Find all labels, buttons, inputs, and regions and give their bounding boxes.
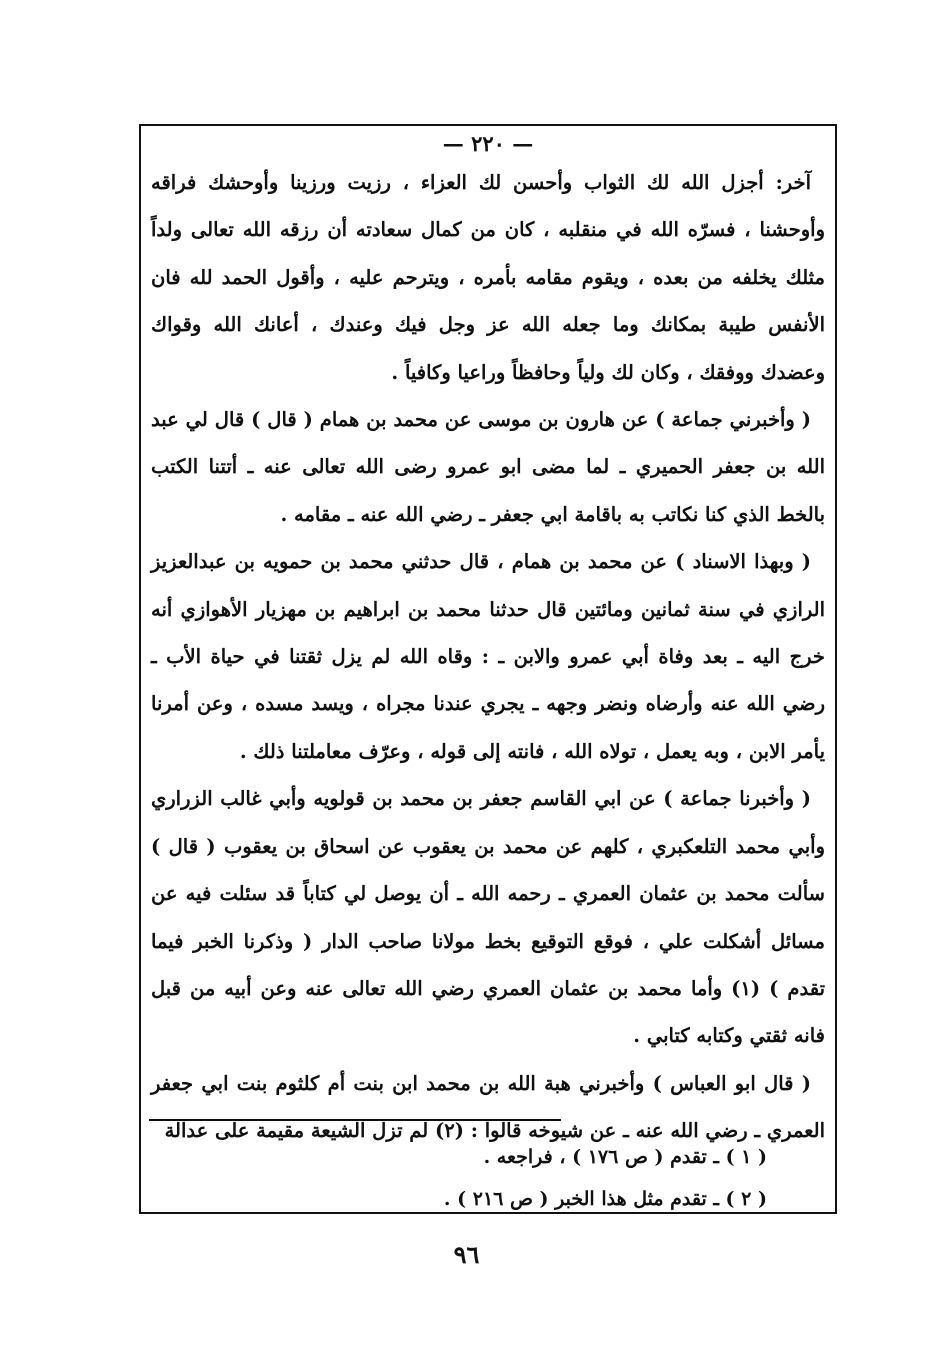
- paragraph-1: آخر: أجزل الله لك الثواب وأحسن لك العزاء ، رزيت ورزينا وأوحشك فراقه وأوحشنا ، فسرّه الله في منقلبه ، كان من كمال سعادته أن رزقه الله تعالى ولداً مثلك يخلفه من بعده ، ويقوم مقامه بأمره ، ويترحم عليه ، وأقول الحمد لله فان الأنفس طيبة بمكانك وما جعله الله عز وجل فيك وعندك ، أعانك الله وقواك وعضدك ووفقك ، وكان لك ولياً وحافظاً وراعيا وكافياً .: [151, 171, 825, 384]
- paragraph-4: ( وأخبرنا جماعة ) عن ابي القاسم جعفر بن محمد بن قولويه وأبي غالب الزراري وأبي محمد التلعكبري ، كلهم عن محمد بن يعقوب عن اسحاق بن يعقوب ( قال ) سألت محمد بن عثمان العمري ـ رحمه الله ـ أن يوصل لي كتاباً قد سئلت فيه عن مسائل أشكلت علي ، فوقع التوقيع بخط مولانا صاحب الدار ( وذكرنا الخبر فيما تقدم ) (١) وأما محمد بن عثمان العمري رضي الله تعالى عنه وعن أبيه من قبل فانه ثقتي وكتابه كتابي .: [151, 787, 825, 1048]
- page-header-marker: — ٢٢٠ —: [442, 131, 534, 156]
- footnote-1: ( ١ ) ـ تقدم ( ص ١٧٦ ) ، فراجعه .: [483, 1146, 767, 1168]
- page-number: ٩٦: [453, 1240, 480, 1269]
- footnotes: [161, 1136, 767, 1220]
- footnote-divider: [149, 1119, 561, 1121]
- paragraph-2: ( وأخبرني جماعة ) عن هارون بن موسى عن محمد بن همام ( قال ) قال لي عبد الله بن جعفر الحميري ـ لما مضى ابو عمرو رضى الله تعالى عنه ـ أتتنا الكتب بالخط الذي كنا نكاتب به باقامة ابي جعفر ـ رضي الله عنه ـ مقامه .: [151, 408, 825, 526]
- text-frame: [139, 124, 837, 1214]
- paragraph-5: ( قال ابو العباس ) وأخبرني هبة الله بن محمد ابن بنت أم كلثوم بنت ابي جعفر العمري ـ رضي الله عنه ـ عن شيوخه قالوا : (٢) لم تزل الشيعة مقيمة على عدالة: [151, 1071, 825, 1143]
- body-text: [151, 159, 825, 1155]
- footnote-2: ( ٢ ) ـ تقدم مثل هذا الخبر ( ص ٢١٦ ) .: [443, 1188, 767, 1210]
- paragraph-3: ( وبهذا الاسناد ) عن محمد بن همام ، قال حدثني محمد بن حمويه بن عبدالعزيز الرازي في سنة ثمانين ومائتين قال حدثنا محمد بن ابراهيم بن مهزيار الأهوازي أنه خرج اليه ـ بعد وفاة أبي عمرو والابن ـ : وقاه الله لم يزل ثقتنا في حياة الأب ـ رضي الله عنه وأرضاه ونضر وجهه ـ يجري عندنا مجراه ، ويسد مسده ، وعن أمرنا يأمر الابن ، وبه يعمل ، تولاه الله ، فانته إلى قوله ، وعرّف معاملتنا ذلك .: [151, 550, 825, 763]
